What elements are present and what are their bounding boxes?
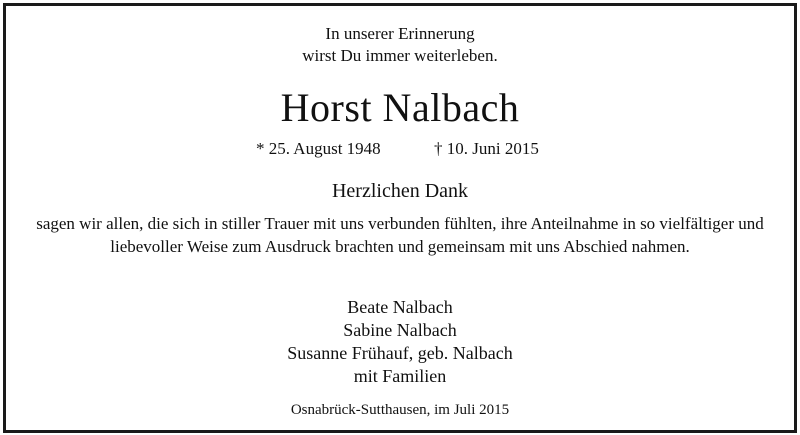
deceased-name: Horst Nalbach	[280, 85, 520, 130]
signatory-1: Beate Nalbach	[347, 297, 453, 317]
signatory-4: mit Familien	[353, 366, 447, 386]
thanks-text: sagen wir allen, die sich in stiller Trauer mit uns verbunden fühlten, ihre Anteilnahme in so vielfältiger und liebevoller Weise zum Ausdruck brachten und gemeinsam mit uns Abschied nahmen.	[36, 214, 764, 256]
thanks-heading: Herzlichen Dank	[331, 180, 469, 202]
motto-line-1: In unserer Erinnerung	[325, 24, 475, 43]
birth-date: * 25. August 1948	[256, 139, 381, 158]
death-date: † 10. Juni 2015	[434, 139, 539, 158]
motto-line-2: wirst Du immer weiterleben.	[302, 46, 498, 65]
obituary-notice	[3, 3, 797, 433]
signatory-2: Sabine Nalbach	[343, 320, 457, 340]
signatory-3: Susanne Frühauf, geb. Nalbach	[287, 343, 513, 363]
place-and-date: Osnabrück-Sutthausen, im Juli 2015	[290, 402, 510, 418]
